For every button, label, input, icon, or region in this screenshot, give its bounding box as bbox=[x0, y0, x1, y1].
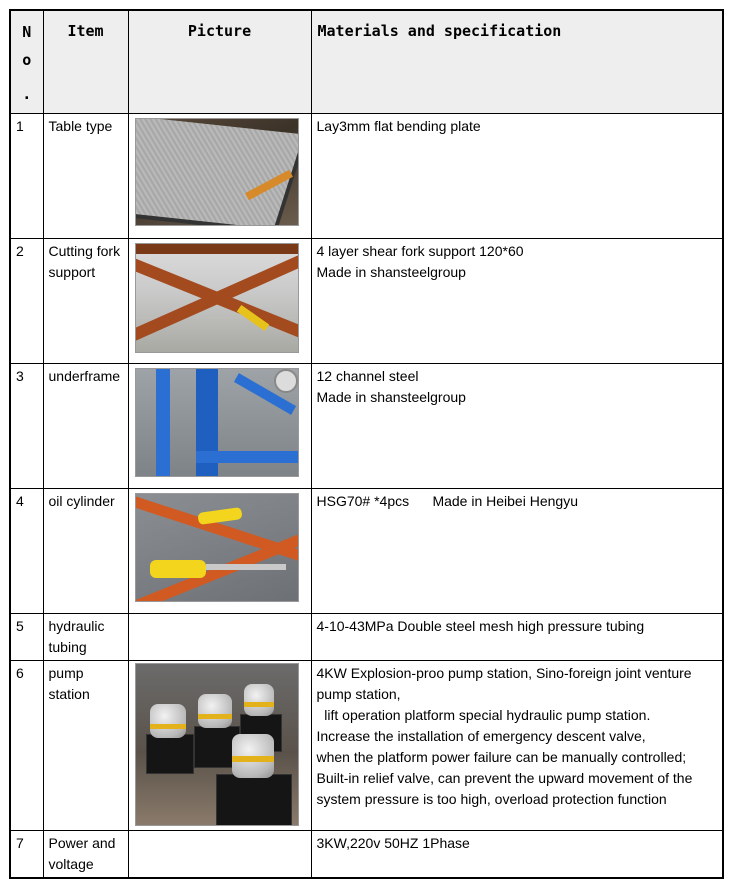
row-item: Cutting fork support bbox=[43, 239, 128, 364]
spec-line: lift operation platform special hydraulic pump station. bbox=[316, 707, 651, 723]
spec-line: 4KW Explosion-proo pump station, Sino-foreign joint venture bbox=[316, 665, 692, 681]
table-row bbox=[10, 614, 723, 661]
row-spec bbox=[311, 364, 723, 489]
row-no: 5 bbox=[10, 614, 43, 661]
row-spec bbox=[311, 114, 723, 239]
spec-line: HSG70# *4pcs Made in Heibei Hengyu bbox=[316, 493, 578, 509]
header-picture: Picture bbox=[128, 10, 311, 114]
spec-line: pump station, bbox=[316, 686, 401, 702]
header-no bbox=[10, 10, 43, 114]
row-picture bbox=[128, 489, 311, 614]
row-spec bbox=[311, 489, 723, 614]
row-picture bbox=[128, 364, 311, 489]
spec-line: when the platform power failure can be manually controlled; bbox=[316, 749, 687, 765]
spec-line: 4 layer shear fork support 120*60 bbox=[316, 243, 524, 259]
pump-station-photo bbox=[135, 663, 299, 826]
header-no-o: o bbox=[22, 51, 32, 69]
row-spec bbox=[311, 239, 723, 364]
spec-line: Made in shansteelgroup bbox=[316, 264, 466, 280]
spec-line: 12 channel steel bbox=[316, 368, 419, 384]
row-item: hydraulic tubing bbox=[43, 614, 128, 661]
header-spec: Materials and specification bbox=[311, 10, 723, 114]
row-picture bbox=[128, 614, 311, 661]
spec-line: Built-in relief valve, can prevent the upward movement of the bbox=[316, 770, 693, 786]
table-row bbox=[10, 661, 723, 831]
row-picture bbox=[128, 831, 311, 879]
header-no-n: N bbox=[22, 23, 32, 41]
row-spec bbox=[311, 661, 723, 831]
header-no-dot: . bbox=[22, 85, 32, 103]
table-row bbox=[10, 489, 723, 614]
row-no: 6 bbox=[10, 661, 43, 831]
row-picture bbox=[128, 239, 311, 364]
spec-line: 3KW,220v 50HZ 1Phase bbox=[316, 835, 470, 851]
row-spec bbox=[311, 831, 723, 879]
row-no: 2 bbox=[10, 239, 43, 364]
row-item: oil cylinder bbox=[43, 489, 128, 614]
spec-line: Lay3mm flat bending plate bbox=[316, 118, 481, 134]
header-item: Item bbox=[43, 10, 128, 114]
row-picture bbox=[128, 114, 311, 239]
row-picture bbox=[128, 661, 311, 831]
spec-line: Increase the installation of emergency descent valve, bbox=[316, 728, 646, 744]
row-no: 4 bbox=[10, 489, 43, 614]
row-item: Power and voltage bbox=[43, 831, 128, 879]
row-item: Table type bbox=[43, 114, 128, 239]
row-no: 3 bbox=[10, 364, 43, 489]
table-plate-photo bbox=[135, 118, 299, 226]
table-row bbox=[10, 831, 723, 879]
row-no: 7 bbox=[10, 831, 43, 879]
row-no: 1 bbox=[10, 114, 43, 239]
row-item: underframe bbox=[43, 364, 128, 489]
table-row bbox=[10, 364, 723, 489]
underframe-photo bbox=[135, 368, 299, 477]
spec-line: 4-10-43MPa Double steel mesh high pressure tubing bbox=[316, 618, 645, 634]
scissor-fork-photo bbox=[135, 243, 299, 353]
spec-line: system pressure is too high, overload protection function bbox=[316, 791, 667, 807]
table-row bbox=[10, 114, 723, 239]
table-row bbox=[10, 239, 723, 364]
spec-line: Made in shansteelgroup bbox=[316, 389, 466, 405]
header-row bbox=[10, 10, 723, 114]
row-spec bbox=[311, 614, 723, 661]
row-item: pump station bbox=[43, 661, 128, 831]
specification-table bbox=[9, 9, 724, 879]
oil-cylinder-photo bbox=[135, 493, 299, 602]
